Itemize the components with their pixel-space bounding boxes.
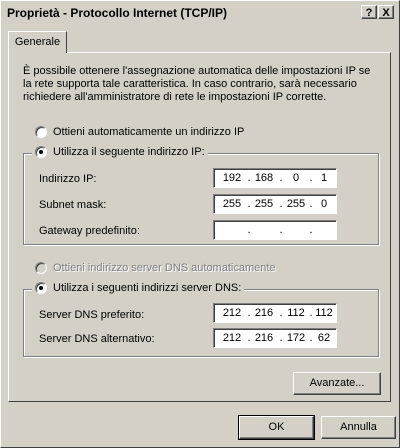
octet: 112 <box>315 307 333 319</box>
dns-auto-label: Ottieni indirizzo server DNS automaticamente <box>53 262 276 274</box>
cancel-button[interactable]: Annulla <box>321 416 396 439</box>
octet-separator: . <box>247 198 251 210</box>
octet: 192 <box>222 172 242 184</box>
octet-separator: . <box>309 172 313 184</box>
ip-auto-option[interactable] <box>35 126 244 138</box>
octet-separator: . <box>309 332 313 344</box>
octet-separator: . <box>309 224 313 236</box>
octet-separator: . <box>309 198 313 210</box>
octet: 62 <box>317 332 331 344</box>
octet-separator: . <box>247 224 251 236</box>
alternate-dns-label: Server DNS alternativo: <box>39 333 155 345</box>
ip-auto-label: Ottieni automaticamente un indirizzo IP <box>53 126 245 138</box>
title-bar[interactable] <box>3 3 397 22</box>
octet-separator: . <box>279 198 283 210</box>
octet-separator: . <box>247 307 251 319</box>
octet-separator: . <box>247 172 251 184</box>
subnet-mask-input[interactable] <box>213 194 337 214</box>
gateway-label: Gateway predefinito: <box>39 225 140 237</box>
octet: 0 <box>292 172 300 184</box>
octet: 168 <box>254 172 274 184</box>
octet: 255 <box>254 198 274 210</box>
advanced-button[interactable]: Avanzate... <box>293 372 381 395</box>
dns-manual-option[interactable] <box>32 282 244 294</box>
octet: 216 <box>254 332 274 344</box>
tab-generale[interactable]: Generale <box>8 31 67 53</box>
octet: 0 <box>320 198 328 210</box>
gateway-input[interactable] <box>213 220 337 240</box>
octet-separator: . <box>247 332 251 344</box>
octet-separator: . <box>309 307 313 319</box>
ok-button[interactable]: OK <box>239 416 314 439</box>
octet: 255 <box>286 198 306 210</box>
dns-manual-label: Utilizza i seguenti indirizzi server DNS: <box>53 282 242 294</box>
description-text: È possibile ottenere l'assegnazione automatica delle impostazioni IP se la rete supporta tale caratteristica. In caso contrario, sarà necessario richiedere all'amministratore di rete le impostazioni IP corrette. <box>23 65 371 103</box>
ip-manual-label: Utilizza il seguente indirizzo IP: <box>53 146 205 158</box>
octet: 216 <box>254 307 274 319</box>
close-button[interactable]: X <box>378 5 394 19</box>
octet: 255 <box>222 198 242 210</box>
octet-separator: . <box>279 332 283 344</box>
dns-manual-radio[interactable] <box>35 282 47 294</box>
octet-separator: . <box>279 224 283 236</box>
octet: 212 <box>222 307 242 319</box>
window-title: Proprietà - Protocollo Internet (TCP/IP) <box>7 6 228 20</box>
octet-separator: . <box>279 307 283 319</box>
preferred-dns-input[interactable] <box>213 303 337 323</box>
octet: 112 <box>287 307 305 319</box>
octet: 212 <box>222 332 242 344</box>
preferred-dns-label: Server DNS preferito: <box>39 309 145 321</box>
octet-separator: . <box>279 172 283 184</box>
ip-address-input[interactable] <box>213 168 337 188</box>
help-button[interactable]: ? <box>361 5 377 19</box>
subnet-mask-label: Subnet mask: <box>39 199 107 211</box>
octet: 1 <box>320 172 328 184</box>
ip-auto-radio[interactable] <box>35 126 47 138</box>
alternate-dns-input[interactable] <box>213 328 337 348</box>
dns-auto-option[interactable] <box>35 262 276 274</box>
dns-auto-radio[interactable] <box>35 262 47 274</box>
octet: 172 <box>286 332 306 344</box>
ip-manual-option[interactable] <box>32 146 208 158</box>
ip-address-label: Indirizzo IP: <box>39 173 97 185</box>
ip-manual-radio[interactable] <box>35 146 47 158</box>
